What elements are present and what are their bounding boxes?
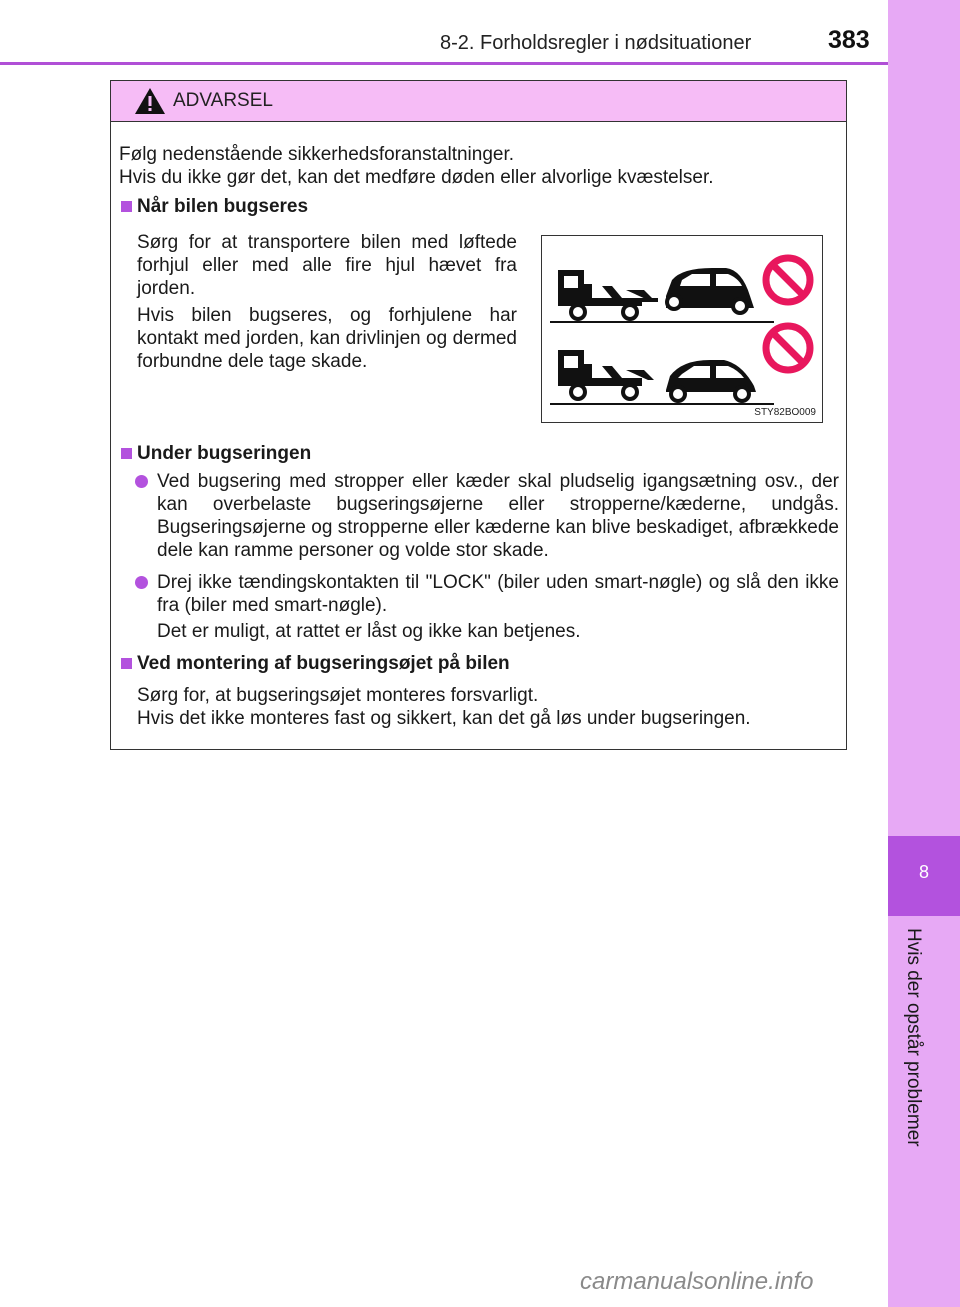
prohibition-icon xyxy=(766,258,810,302)
car-front-lifted-icon xyxy=(666,268,754,313)
towing-paragraph-2: Hvis bilen bugseres, og forhjulene har kontakt med jorden, kan drivlinjen og dermed forbundne dele tage skade. xyxy=(137,305,517,372)
illustration-code: STY82BO009 xyxy=(754,407,816,418)
during-towing-bullet-2: Drej ikke tændingskontakten til "LOCK" (biler uden smart-nøgle) og slå den ikke fra (biler med smart-nøgle). xyxy=(157,572,839,616)
section-title: 8-2. Forholdsregler i nødsituationer xyxy=(440,32,752,54)
section-square-bullet xyxy=(121,658,132,669)
section-heading-towing: Når bilen bugseres xyxy=(137,196,309,217)
during-towing-bullet-1: Ved bugsering med stropper eller kæder skal pludselig igangsætning osv., der kan overbelaste bugseringsøjerne eller stropperne/kæderne, undgås. Bugseringsøjerne og stropperne eller kæderne kan blive beskadiget, afbrækkede dele kan ramme personer og volde stor skade. xyxy=(157,471,839,561)
car-towed-icon xyxy=(666,360,756,401)
warning-intro-line-2: Hvis du ikke gør det, kan det medføre døden eller alvorlige kvæstelser. xyxy=(119,167,714,188)
chapter-title: Hvis der opstår problemer xyxy=(903,928,924,1147)
header-divider xyxy=(0,62,888,65)
warning-intro-line-1: Følg nedenstående sikkerhedsforanstaltninger. xyxy=(119,144,515,165)
tow-eye-line-1: Sørg for, at bugseringsøjet monteres forsvarligt. xyxy=(137,685,539,706)
warning-triangle-icon xyxy=(134,87,166,115)
round-bullet xyxy=(135,475,148,488)
section-heading-during-towing: Under bugseringen xyxy=(137,443,312,464)
round-bullet xyxy=(135,576,148,589)
page-number: 383 xyxy=(828,26,870,54)
during-towing-bullet-2-note: Det er muligt, at rattet er låst og ikke kan betjenes. xyxy=(157,621,581,642)
warning-box xyxy=(110,80,847,750)
tow-truck-icon xyxy=(558,270,658,319)
warning-header xyxy=(111,81,846,122)
section-square-bullet xyxy=(121,448,132,459)
towing-illustration xyxy=(541,235,823,423)
section-square-bullet xyxy=(121,201,132,212)
tow-truck-diagram xyxy=(542,236,824,424)
watermark: carmanualsonline.info xyxy=(580,1268,814,1295)
warning-title: ADVARSEL xyxy=(173,90,273,111)
tow-truck-icon xyxy=(558,350,654,399)
tow-eye-line-2: Hvis det ikke monteres fast og sikkert, kan det gå løs under bugseringen. xyxy=(137,708,751,729)
chapter-number: 8 xyxy=(918,862,929,882)
towing-paragraph-1: Sørg for at transportere bilen med løftede forhjul eller med alle fire hjul hævet fra jorden. xyxy=(137,232,517,299)
prohibition-icon xyxy=(766,326,810,370)
section-heading-tow-eye: Ved montering af bugseringsøjet på bilen xyxy=(137,653,510,674)
